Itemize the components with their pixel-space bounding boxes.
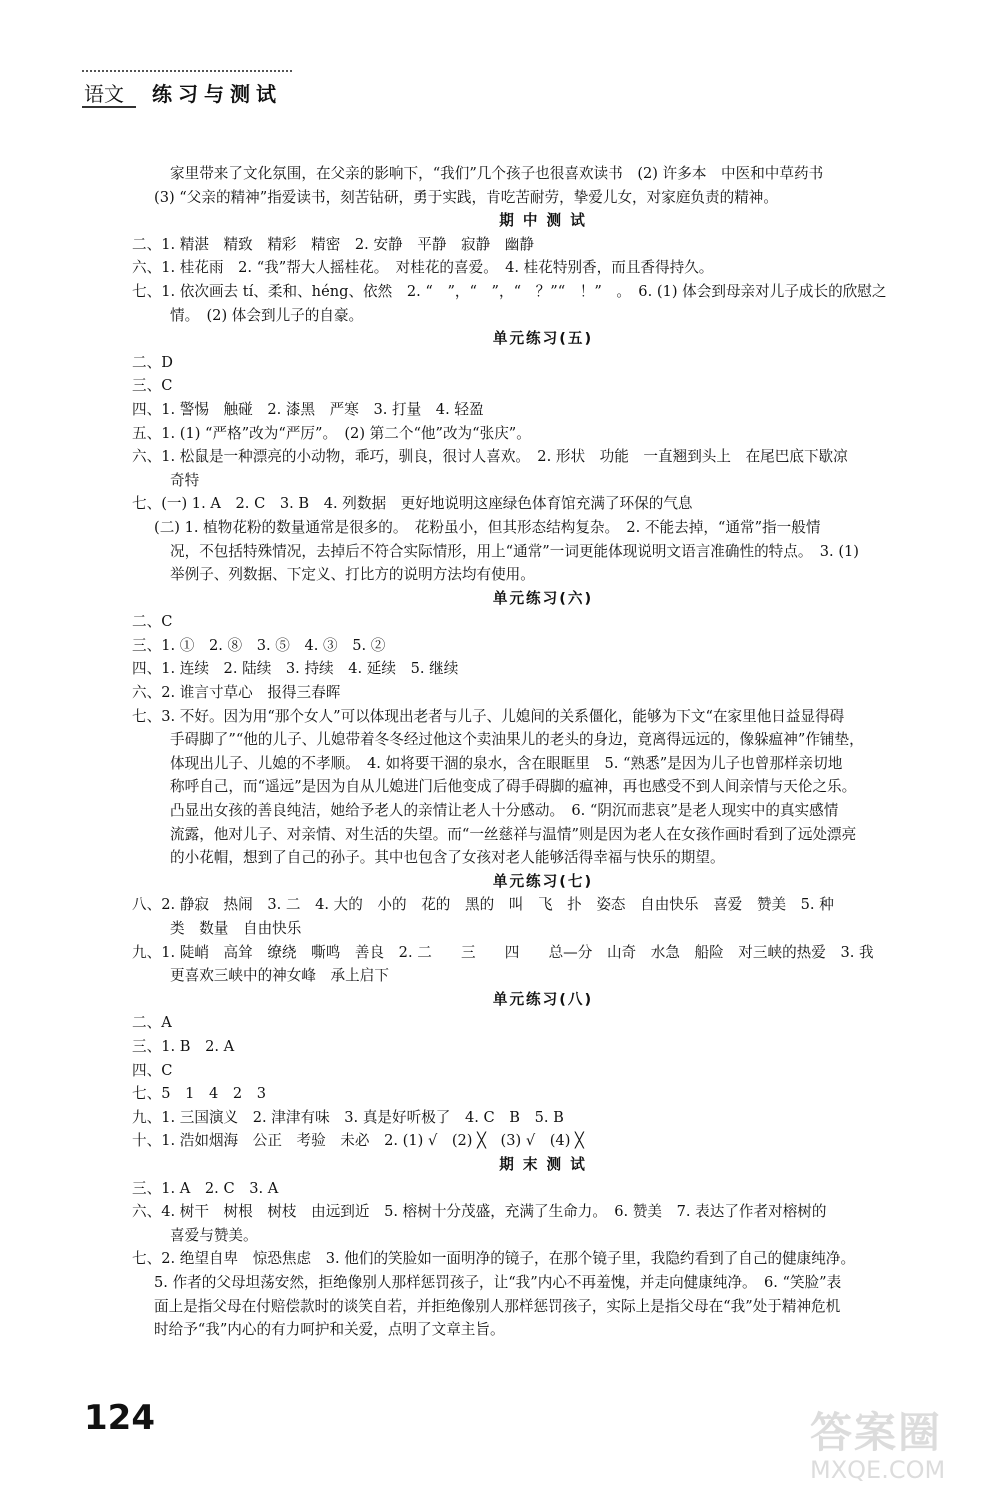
answer-line: (二) 1. 植物花粉的数量通常是很多的。 花粉虽小，但其形态结构复杂。 2. 不能去掉，“通常”指一般情 xyxy=(154,518,821,536)
watermark-url: MXQE.COM xyxy=(810,1456,946,1484)
answer-line: 体现出儿子、儿媳的不孝顺。 4. 如将要干涸的泉水，含在眼眶里 5. “熟悉”是因为儿子也曾那样亲切地 xyxy=(170,754,843,772)
answer-content xyxy=(132,162,954,1342)
section-heading: 期 末 测 试 xyxy=(499,1155,587,1173)
answer-line: 十、1. 浩如烟海 公正 考验 未必 2. (1) √ (2) ╳ (3) √ (4) ╳ xyxy=(132,1132,584,1150)
answer-line: 况，不包括特殊情况，去掉后不符合实际情形，用上“通常”一词更能体现说明文语言准确性的特点。 3. (1) xyxy=(170,542,859,560)
page-header xyxy=(82,70,292,110)
section-heading: 单元练习(六) xyxy=(492,589,594,607)
answer-line: 七、1. 依次画去 tí、柔和、héng、依然 2. “ ”，“ ”，“ ？”“ ！” 。 6. (1) 体会到母亲对儿子成长的欣慰之 xyxy=(132,282,887,300)
answer-line: 面上是指父母在付赔偿款时的谈笑自若，并拒绝像别人那样惩罚孩子，实际上是指父母在“我”处于精神危机 xyxy=(154,1297,841,1315)
section-heading: 期 中 测 试 xyxy=(499,212,587,230)
answer-line: 家里带来了文化氛围，在父亲的影响下，“我们”几个孩子也很喜欢读书 (2) 许多本 中医和中草药书 xyxy=(170,165,824,182)
answer-line: 九、1. 三国演义 2. 津津有味 3. 真是好听极了 4. C B 5. B xyxy=(132,1108,564,1126)
answer-line: 四、C xyxy=(132,1061,173,1079)
section-heading: 单元练习(五) xyxy=(492,330,594,348)
answer-line: 六、1. 松鼠是一种漂亮的小动物，乖巧，驯良，很讨人喜欢。 2. 形状 功能 一直翘到头上 在尾巴底下歇凉 xyxy=(132,448,848,466)
answer-line: 七、2. 绝望自卑 惊恐焦虑 3. 他们的笑脸如一面明净的镜子，在那个镜子里，我隐约看到了自己的健康纯净。 xyxy=(132,1250,856,1268)
answer-line: (3) “父亲的精神”指爱读书，刻苦钻研，勇于实践，肯吃苦耐劳，挚爱儿女，对家庭负责的精神。 xyxy=(154,188,778,206)
answer-line: 五、1. (1) “严格”改为“严厉”。 (2) 第二个“他”改为“张庆”。 xyxy=(132,424,531,442)
answer-line: 三、1. B 2. A xyxy=(132,1037,235,1055)
answer-line: 七、5 1 4 2 3 xyxy=(132,1085,266,1103)
answer-line: 二、D xyxy=(132,353,173,371)
page-number: 124 xyxy=(84,1398,155,1438)
answer-line: 类 数量 自由快乐 xyxy=(170,920,302,937)
subject-underline xyxy=(82,106,136,108)
section-heading: 单元练习(八) xyxy=(492,990,594,1008)
watermark-mark: 答案圈 xyxy=(810,1408,943,1457)
subject-label: 语文 xyxy=(84,82,124,106)
answer-line: 七、3. 不好。因为用“那个女人”可以体现出老者与儿子、儿媳间的关系僵化，能够为下文“在家里他日益显得碍 xyxy=(132,707,845,725)
answer-line: 时给予“我”内心的有力呵护和关爱，点明了文章主旨。 xyxy=(154,1321,505,1339)
watermark-logo xyxy=(810,1400,960,1490)
answer-line: 三、1. ① 2. ⑧ 3. ⑤ 4. ③ 5. ② xyxy=(132,636,386,654)
answer-line: 二、C xyxy=(132,613,173,631)
answer-line: 的小花帽，想到了自己的孙子。其中也包含了女孩对老人能够活得幸福与快乐的期望。 xyxy=(170,849,725,867)
answer-line: 手碍脚了”“他的儿子、儿媳带着冬冬经过他这个卖油果儿的老头的身边，竟离得远远的，像躲瘟神”作铺垫， xyxy=(170,731,864,749)
answer-line: 七、(一) 1. A 2. C 3. B 4. 列数据 更好地说明这座绿色体育馆充满了环保的气息 xyxy=(132,495,693,513)
answer-line: 六、4. 树干 树根 树枝 由远到近 5. 榕树十分茂盛，充满了生命力。 6. 赞美 7. 表达了作者对榕树的 xyxy=(132,1203,827,1221)
answer-line: 四、1. 连续 2. 陆续 3. 持续 4. 延续 5. 继续 xyxy=(132,660,459,678)
answer-line: 三、C xyxy=(132,377,173,395)
answer-line: 称呼自己，而“遥远”是因为自从儿媳进门后他变成了碍手碍脚的瘟神，再也感受不到人间亲情与天伦之乐。 xyxy=(170,778,857,796)
answer-line: 更喜欢三峡中的神女峰 承上启下 xyxy=(170,967,389,985)
answer-line: 喜爱与赞美。 xyxy=(170,1226,258,1244)
answer-line: 六、2. 谁言寸草心 报得三春晖 xyxy=(132,684,341,702)
answer-line: 凸显出女孩的善良纯洁，她给予老人的亲情让老人十分感动。 6. “阴沉而悲哀”是老人现实中的真实感情 xyxy=(170,802,839,820)
answer-line: 八、2. 静寂 热闹 3. 二 4. 大的 小的 花的 黑的 叫 飞 扑 姿态 自由快乐 喜爱 赞美 5. 种 xyxy=(132,896,834,914)
answer-line: 四、1. 警惕 触碰 2. 漆黑 严寒 3. 打量 4. 轻盈 xyxy=(132,400,484,418)
book-title: 练习与测试 xyxy=(152,82,282,106)
answer-line: 举例子、列数据、下定义、打比方的说明方法均有使用。 xyxy=(170,566,535,584)
answer-line: 流露，他对儿子、对亲情、对生活的失望。而“一丝慈祥与温情”则是因为老人在女孩作画时看到了远处漂亮 xyxy=(170,825,857,843)
section-heading: 单元练习(七) xyxy=(492,872,594,890)
answer-line: 三、1. A 2. C 3. A xyxy=(132,1179,279,1197)
answer-line: 二、1. 精湛 精致 精彩 精密 2. 安静 平静 寂静 幽静 xyxy=(132,235,534,253)
answer-line: 九、1. 陡峭 高耸 缭绕 嘶鸣 善良 2. 二 三 四 总—分 山奇 水急 船险 对三峡的热爱 3. 我 xyxy=(132,943,874,961)
answer-line: 奇特 xyxy=(170,471,200,489)
answer-line: 二、A xyxy=(132,1014,172,1032)
header-dotted-rule xyxy=(82,70,292,72)
answer-line: 六、1. 桂花雨 2. “我”帮大人摇桂花。 对桂花的喜爱。 4. 桂花特别香，而且香得持久。 xyxy=(132,259,714,277)
answer-line: 情。 (2) 体会到儿子的自豪。 xyxy=(170,306,364,324)
answer-line: 5. 作者的父母坦荡安然，拒绝像别人那样惩罚孩子，让“我”内心不再羞愧，并走向健康纯净。 6. “笑脸”表 xyxy=(154,1273,842,1291)
